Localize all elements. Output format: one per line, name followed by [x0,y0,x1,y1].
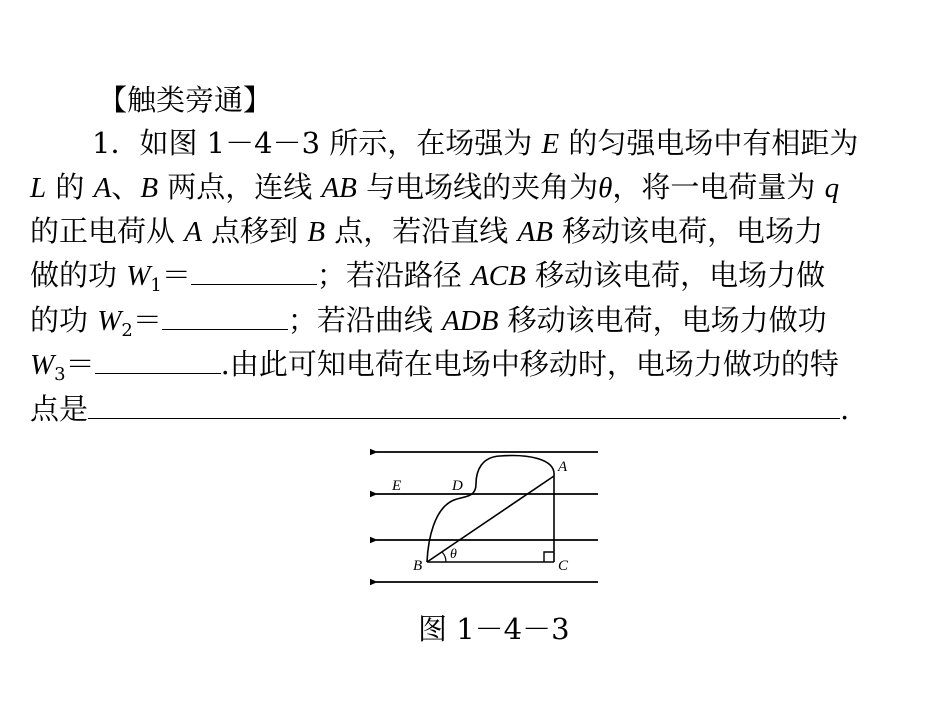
text: 两点，连线 [158,170,322,204]
field-diagram [370,448,610,596]
section-heading: 【触类旁通】 [98,83,273,117]
var-W: W [30,349,55,381]
var-ACB: ACB [471,260,526,292]
var-W: W [126,260,151,292]
label-D: D [452,478,463,494]
segment-ab [427,476,554,562]
text: 的功 [30,303,98,337]
text: ；若沿曲线 [287,303,443,337]
text: 的正电荷从 [30,214,185,248]
text: 的 [46,170,94,204]
answer-blank-w2[interactable] [162,303,288,330]
var-L: L [30,172,47,204]
subscript: 3 [54,364,66,385]
var-AB: AB [517,216,553,248]
equals-sign: ＝ [65,347,95,381]
var-theta: θ [598,172,613,204]
text: 点移到 [201,214,308,248]
subscript: 1 [150,275,162,296]
answer-blank-feature[interactable] [88,392,840,419]
text: 的匀强电场中有相距为 [559,126,859,160]
label-theta: θ [450,547,457,562]
var-W: W [97,305,122,337]
var-B: B [307,216,326,248]
text: 移动该电荷，电场力做 [525,258,826,292]
text: 移动该电荷，电场力 [552,214,824,248]
subscript: 2 [121,320,133,341]
text: 做的功 [30,258,127,292]
var-AB: AB [321,172,357,204]
var-q: q [824,172,840,204]
text: 1．如图 1－4－3 所示，在场强为 [92,126,542,160]
answer-blank-w3[interactable] [95,347,221,374]
text: 、 [111,170,141,204]
text: ；若沿路径 [316,258,472,292]
var-E: E [541,128,560,160]
right-angle-mark [544,552,554,562]
var-A: A [184,216,202,248]
text: 点是 [30,392,89,426]
var-ADB: ADB [442,305,499,337]
question-line-6 [30,346,839,393]
var-B: B [140,172,159,204]
question-line-4 [30,257,825,304]
answer-blank-w1[interactable] [191,258,317,285]
text: 点，若沿直线 [325,214,518,248]
question-line-1 [92,125,858,162]
text: 与电场线的夹角为 [356,170,599,204]
question-line-3 [30,213,823,250]
equals-sign: ＝ [161,258,191,292]
question-line-7 [30,391,849,427]
label-B: B [413,558,423,574]
question-line-5 [30,302,827,349]
text: . [840,392,850,426]
curve-adb [427,456,554,562]
theta-arc [442,552,446,562]
figure-caption: 图 1－4－3 [418,612,570,646]
question-line-2 [30,169,839,206]
equals-sign: ＝ [132,303,162,337]
var-A: A [93,172,112,204]
label-A: A [558,459,568,475]
label-C: C [558,558,569,574]
label-E: E [392,478,402,494]
text: ，将一电荷量为 [612,170,825,204]
text: .由此可知电荷在电场中移动时，电场力做功的特 [220,347,839,381]
text: 移动该电荷，电场力做功 [498,303,827,337]
